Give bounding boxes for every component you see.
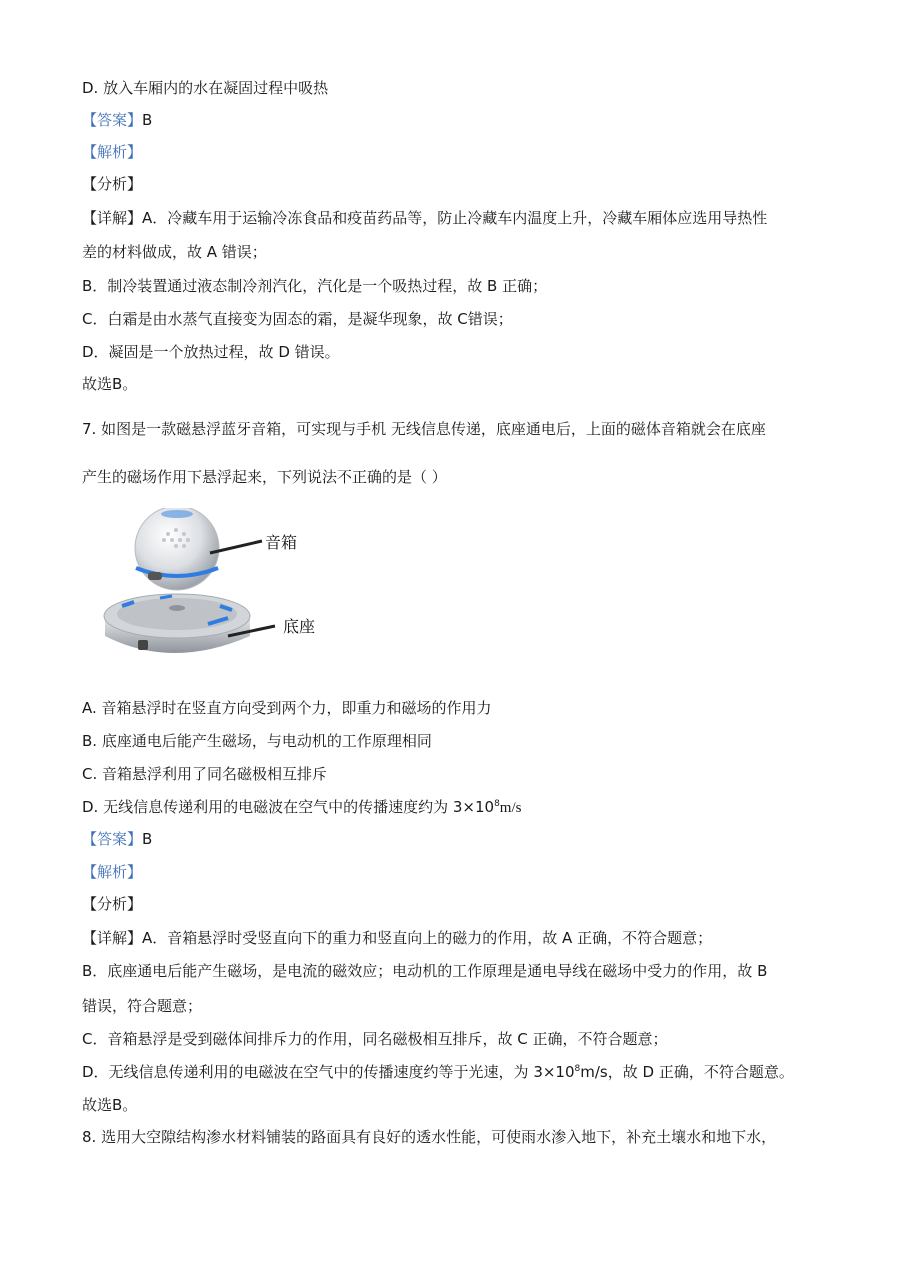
q7-analysis-tag: 【解析】 (82, 863, 143, 881)
q7-option-d (82, 797, 521, 818)
q7-option-b: B. 底座通电后能产生磁场，与电动机的工作原理相同 (82, 732, 432, 750)
q7-option-c: C. 音箱悬浮利用了同名磁极相互排斥 (82, 765, 328, 783)
q6-detail-1a (82, 208, 767, 228)
q6-analysis-tag: 【解析】 (82, 143, 143, 161)
q7-stem-2: 产生的磁场作用下悬浮起来，下列说法不正确的是（ ） (82, 468, 447, 486)
maglev-speaker-figure (100, 508, 340, 668)
q7-detail-3: C．音箱悬浮是受到磁体间排斥力的作用，同名磁极相互排斥，故 C 正确，不符合题意； (82, 1030, 668, 1048)
base-label: 底座 (283, 617, 316, 636)
q6-option-d: D. 放入车厢内的水在凝固过程中吸热 (82, 79, 329, 97)
detail-4-tail: m/s，故 D 正确，不符合题意。 (580, 1063, 794, 1081)
option-d-exponent: 8 (494, 799, 500, 809)
detail-text: A．冷藏车用于运输冷冻食品和疫苗药品等，防止冷藏车内温度上升，冷藏车厢体应选用导热性 (142, 209, 768, 227)
q6-fenxi: 【分析】 (82, 175, 143, 193)
q6-detail-2: B．制冷装置通过液态制冷剂汽化，汽化是一个吸热过程，故 B 正确； (82, 277, 548, 295)
q7-option-a: A. 音箱悬浮时在竖直方向受到两个力，即重力和磁场的作用力 (82, 699, 492, 717)
q7-detail-4 (82, 1062, 794, 1082)
answer-tag: 【答案】 (82, 830, 143, 848)
option-d-unit: m/s (499, 800, 522, 816)
detail-text: A．音箱悬浮时受竖直向下的重力和竖直向上的磁力的作用，故 A 正确，不符合题意； (142, 929, 713, 947)
detail-4-text: D．无线信息传递利用的电磁波在空气中的传播速度约等于光速，为 3×10 (82, 1063, 575, 1081)
option-d-text: D. 无线信息传递利用的电磁波在空气中的传播速度约为 3×10 (82, 798, 495, 816)
q6-detail-4: D．凝固是一个放热过程，故 D 错误。 (82, 343, 340, 361)
maglev-speaker-illustration (100, 508, 340, 668)
q7-detail-2a: B．底座通电后能产生磁场，是电流的磁效应；电动机的工作原理是通电导线在磁场中受力的作用，故 B (82, 962, 768, 980)
detail-tag: 【详解】 (82, 929, 143, 947)
speaker-base (104, 594, 250, 653)
q6-detail-3: C．白霜是由水蒸气直接变为固态的霜，是凝华现象，故 C错误； (82, 310, 513, 328)
answer-tag: 【答案】 (82, 111, 143, 129)
q7-conclusion: 故选B。 (82, 1096, 138, 1114)
answer-value: B (142, 111, 153, 129)
answer-value: B (142, 830, 153, 848)
q6-conclusion: 故选B。 (82, 375, 138, 393)
detail-4-exponent: 8 (574, 1064, 581, 1074)
speaker-sphere (135, 508, 219, 590)
q6-answer (82, 110, 152, 130)
q7-stem-1: 7. 如图是一款磁悬浮蓝牙音箱，可实现与手机 无线信息传递，底座通电后，上面的磁体音箱就会在底座 (82, 420, 766, 438)
q8-stem-1: 8. 选用大空隙结构渗水材料铺装的路面具有良好的透水性能，可使雨水渗入地下，补充土壤水和地下水， (82, 1128, 777, 1146)
q7-detail-2b: 错误，符合题意； (82, 997, 203, 1015)
q7-detail-1 (82, 928, 712, 948)
q7-answer (82, 829, 152, 849)
detail-tag: 【详解】 (82, 209, 143, 227)
q7-fenxi: 【分析】 (82, 895, 143, 913)
speaker-label: 音箱 (265, 533, 298, 552)
q6-detail-1b: 差的材料做成，故 A 错误； (82, 243, 267, 261)
